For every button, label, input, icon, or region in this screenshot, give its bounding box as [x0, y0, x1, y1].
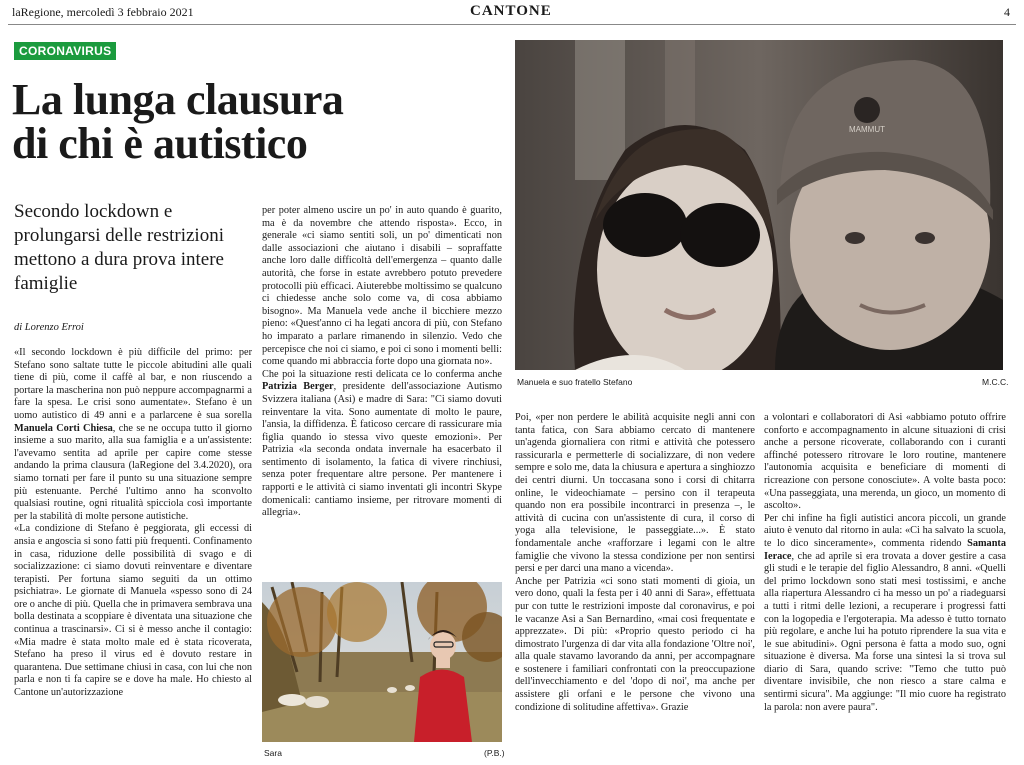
photo-manuela-stefano: [515, 40, 1003, 370]
headline-line-1: La lunga clausura: [12, 75, 344, 124]
section-title: CANTONE: [470, 3, 552, 19]
kicker-badge: CORONAVIRUS: [14, 42, 116, 60]
photo-credit: M.C.C.: [982, 377, 1009, 387]
column-2: [262, 205, 502, 573]
column-1: [14, 347, 252, 759]
paragraph: «La condizione di Stefano è peggiorata, gli eccessi di ansia e angoscia si sono fatti più frequenti. Confinamento in casa, riduzione delle possibilità di svago e di socializzazione: ci siamo dovuti reinventare e diventare terapisti. Per fortuna siamo seguiti da un ottimo psichiatra». Le giornate di Manuela «spesso sono di 24 ore o anche di più. Quella che in primavera sembrava una bolla destinata a scoppiare è diventata una situazione che continua a trascinarsi». Ci si è messo anche il contagio: «Mia madre è stata molto male ed è stata ricoverata, Stefano ha preso il virus ed è dovuto restare in quarantena. Due settimane chiusi in casa, con lui che non parla e non ti fa capire se e dove ha male. Ho chiesto al Cantone un'autorizzazione: [14, 523, 252, 699]
headline-line-2: di chi è autistico: [12, 119, 308, 168]
newspaper-date: laRegione, mercoledì 3 febbraio 2021: [12, 5, 194, 19]
column-4: [764, 412, 1006, 762]
paragraph: Anche per Patrizia «ci sono stati momenti di gioia, un vero dono, quali la festa per i 40 anni di Sara», effettuata pur con tutte le restrizioni imposte dal coronavirus, e poi le vacanze Asi a San Bernardino, «mai così frequentate e apprezzate». Di più: «Proprio questo periodo ci ha dimostrato l'urgenza di dar vita alla fondazione 'Oltre noi', alla quale stavamo lavorando da anni, per accompagnare e sostenere i familiari confrontati con la preoccupazione dell'invecchiamento e del 'dopo di noi', ma anche per assistere gli orfani e le persone che vivono una condizione di solitudine affettiva». Grazie: [515, 575, 755, 713]
hat-logo-text: MAMMUT: [849, 125, 885, 134]
column-3: [515, 412, 755, 762]
paragraph: Per chi infine ha figli autistici ancora piccoli, un grande aiuto è venuto dal ritorno in aula: «Ci ha salvato la scuola, te lo dico sinceramente», commenta ridendo Samanta Ierace, che ad aprile si era trovata a dover gestire a casa gli studi e le terapie del figlio Alessandro, 8 anni. «Quelli del primo lockdown sono stati mesi tostissimi, e anche alla riapertura Alessandro ci ha messo un po' a riadeguarsi a tutti i ritmi delle lezioni, a recuperare i progressi fatti con la logopedia e l'ergoterapia. Ma adesso è tutto tornato più regolare, e anche lui ha potuto riprendere la sua vita e le sue abitudini». Ogni persona è fatta a modo suo, ogni situazione è diversa. Ma forse una sintesi la si trova sul diario di Sara, quando scrive: "Temo che tutto può diventare invisibile, che non riesco a stare calma e sentirmi sicura". Ma aggiunge: "Il mio cuore ha registrato la parola: non avere paura".: [764, 512, 1006, 713]
photo-caption: Sara: [264, 748, 282, 758]
sara-photo-image: [262, 582, 502, 742]
person-name: Manuela Corti Chiesa: [14, 422, 113, 434]
person-name: Samanta Ierace: [764, 537, 1006, 562]
paragraph: per poter almeno uscire un po' in auto quando è guarito, ma è da novembre che attendo risposta». Ecco, in generale «ci siamo sentiti soli, un po' dimenticati non dalle associazioni che aiutano i disabili – sopraffatte anche loro dalle difficoltà dell'emergenza – quanto dalle autorità, che forse in estate avrebbero potuto prevedere protocolli più efficaci. Aiuterebbe moltissimo se qualcuno ci chiedesse anche solo come va, di cosa abbiamo bisogno». Ma Manuela vede anche il bicchiere mezzo pieno: «Quest'anno ci ha legati ancora di più, con Stefano ho imparato a parlare rimanendo in silenzio. Vedo che percepisce che noi ci siamo, e poi ci sono i momenti belli: come quando mi abbraccia forte dopo una giornata no».: [262, 205, 502, 368]
person-name: Patrizia Berger: [262, 381, 334, 393]
main-photo-image: [515, 40, 1003, 370]
headline: [12, 75, 512, 168]
photo-credit: (P.B.): [484, 748, 505, 758]
photo-sara: [262, 582, 502, 742]
photo-caption: Manuela e suo fratello Stefano: [517, 377, 633, 387]
header-rule: [8, 24, 1016, 25]
paragraph: «Il secondo lockdown è più difficile del primo: per Stefano sono saltate tutte le piccole abitudini alle quali tiene di più, come il caffè al bar, e non riuscendo a portare la mascherina non può neppure accompagnarmi a fare la spesa. Le crisi sono aumentate». Stefano è un uomo autistico di 49 anni e a parlarcene è sua sorella Manuela Corti Chiesa, che se ne occupa tutto il giorno insieme a suo marito, alla sua famiglia e a un'assistente: l'avevamo sentita ad aprile per capire come stesse andando la prima clausura (laRegione del 3.4.2020), ora siamo tornati per fare il punto su una situazione sempre più estenuante. Perché l'ultimo anno ha sconvolto qualsiasi routine, ogni ritualità spicciola così importante per la stabilità di molte persone autistiche.: [14, 347, 252, 522]
paragraph: Poi, «per non perdere le abilità acquisite negli anni con tanta fatica, con Sara abbiamo cercato di mantenere un'agenda giornaliera con ritmi e attività che potessero rassicurarla e permetterle di socializzare, di non vedere sempre e solo me, data la chiusura e apertura a singhiozzo dei centri diurni. Un toccasana sono i corsi di chitarra online, le videochiamate – persino con il terapeuta quando non era possibile incontrarci in presenza –, le attività di cucina con un'assistente di cura, il corso di yoga alla televisione, le passeggiate...». È stato fondamentale anche «rafforzare i legami con le altre famiglie che vivono la stessa condizione per non sentirsi persi e per darci una mano a vicenda».: [515, 412, 755, 575]
paragraph: a volontari e collaboratori di Asi «abbiamo potuto offrire conforto e accompagnamento in alcune situazioni di crisi anche a persone ricoverate, collaborando con i curanti affinché potessero ritrovare le loro routine, mantenere l'autonomia acquisita e beneficiare di momenti di ricreazione con persone conosciute». A volte basta poco: «Una passeggiata, una merenda, un gioco, un momento di ascolto».: [764, 412, 1006, 512]
article-deck: Secondo lockdown e prolungarsi delle restrizioni mettono a dura prova intere famiglie: [14, 201, 224, 294]
page-number: 4: [1004, 5, 1010, 19]
byline: di Lorenzo Erroi: [14, 322, 84, 333]
paragraph: Che poi la situazione resti delicata ce lo conferma anche Patrizia Berger, presidente dell'associazione Autismo Svizzera italiana (Asi) e madre di Sara: "Ci siamo dovuti reinventare la vita. Sono aumentate di molto le paure, l'ansia, la diffidenza. È faticoso cercare di rassicurare mia figlia quando io stessa vivo queste emozioni». Per Patrizia «la seconda ondata invernale ha esacerbato il sentimento di isolamento, la fatica di vivere rinchiusi, senza poter frequentare altre persone. Per mantenere i rapporti e le attività ci siamo inventati gli incontri Skype domenicali: cantiamo insieme, per ritrovare momenti di allegria».: [262, 368, 502, 519]
